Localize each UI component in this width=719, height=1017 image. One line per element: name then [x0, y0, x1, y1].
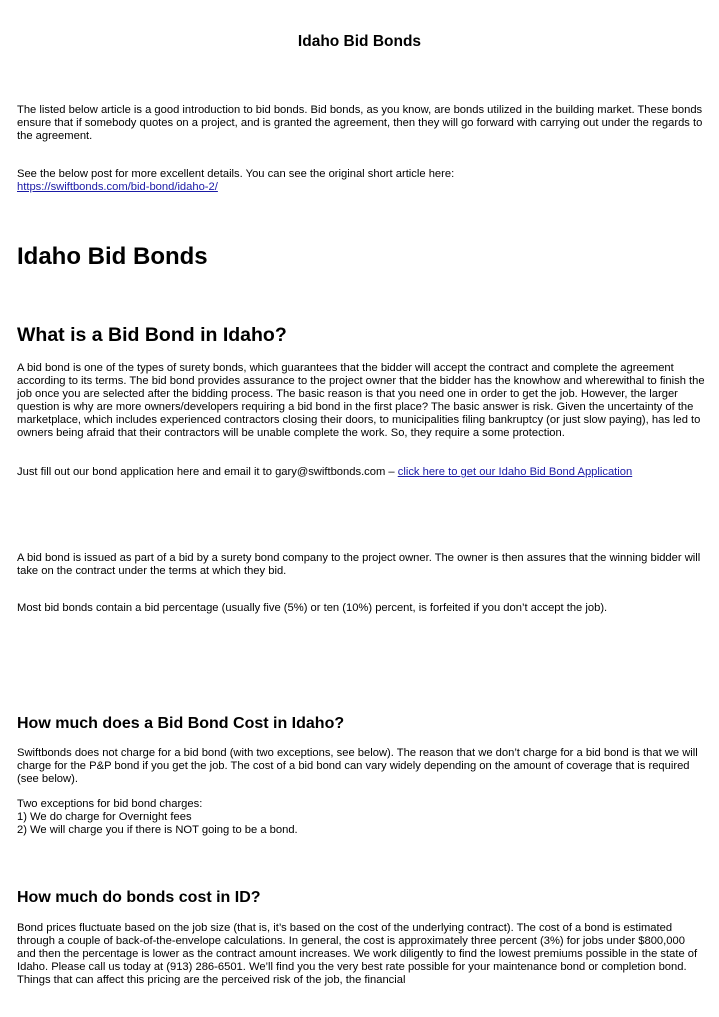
- section-1-paragraph-1-block: [17, 362, 705, 440]
- intro-paragraph-1: [17, 104, 705, 143]
- intro-paragraph-2: [17, 168, 705, 194]
- exception-item-1: 1) We do charge for Overnight fees: [17, 811, 192, 823]
- section-3-heading: How much do bonds cost in ID?: [17, 889, 261, 906]
- document-title: Idaho Bid Bonds: [297, 33, 422, 50]
- section-1-paragraph-1: A bid bond is one of the types of surety bonds, which guarantees that the bidder will accept the contract and complete the agreement according to its terms. The bid bond provides assurance to the project owner that the bidder has the knowhow and wherewithal to finish the job once you are selected after the bidding process. The basic reason is that you need one in order to get the job. However, the larger question is why are more owners/developers requiring a bid bond in the first place? The basic answer is risk. Given the uncertainty of the marketplace, which includes experienced contractors closing their doors, to municipalities filing bankruptcy (or just slow paying), has led to owners being afraid that their contractors will be unable complete the work. So, they require a some protection.: [17, 362, 705, 439]
- section-bond-cost-id: [17, 888, 705, 907]
- main-heading-block: [17, 243, 705, 271]
- source-article-link[interactable]: https://swiftbonds.com/bid-bond/idaho-2/: [17, 181, 218, 193]
- section-2-paragraph-1-block: [17, 747, 705, 786]
- section-3-paragraph-1: Bond prices fluctuate based on the job size (that is, it’s based on the cost of the underlying contract). The cost of a bond is estimated through a couple of back-of-the-envelope calculations. In general, the cost is approximately three percent (3%) for jobs under $800,000 and then the percentage is lower as the contract amount increases. We work diligently to find the lowest premiums possible in the state of Idaho. Please call us today at (913) 286-6501. We’ll find you the very best rate possible for your maintenance bond or completion bond. Things that can affect this pricing are the perceived risk of the job, the financial: [17, 922, 698, 986]
- section-3-paragraph-1-block: [17, 922, 705, 987]
- section-1-paragraph-2-block: [17, 466, 705, 479]
- section-bid-bond-cost: [17, 714, 705, 733]
- bid-bond-application-link[interactable]: click here to get our Idaho Bid Bond Application: [397, 466, 633, 478]
- main-heading: Idaho Bid Bonds: [17, 243, 208, 270]
- exception-item-2: 2) We will charge you if there is NOT going to be a bond.: [17, 824, 298, 836]
- section-1-paragraph-4-block: [17, 602, 705, 615]
- exceptions-intro: Two exceptions for bid bond charges:: [17, 798, 203, 810]
- section-2-heading: How much does a Bid Bond Cost in Idaho?: [17, 715, 345, 732]
- section-1-paragraph-3-block: [17, 552, 705, 578]
- section-1-paragraph-3: A bid bond is issued as part of a bid by a surety bond company to the project owner. The owner is then assures that the winning bidder will take on the contract under the terms at which they bid.: [17, 552, 701, 577]
- intro-text-2-lead: See the below post for more excellent details. You can see the original short article here:: [17, 168, 455, 180]
- section-what-is-bid-bond: [17, 324, 705, 347]
- exceptions-list: [17, 798, 705, 837]
- section-1-heading: What is a Bid Bond in Idaho?: [17, 324, 287, 346]
- section-2-paragraph-1: Swiftbonds does not charge for a bid bond (with two exceptions, see below). The reason that we don’t charge for a bid bond is that we will charge for the P&P bond if you get the job. The cost of a bid bond can vary widely depending on the amount of coverage that is required (see below).: [17, 747, 698, 785]
- intro-text-2: [17, 168, 705, 194]
- application-instructions: Just fill out our bond application here and email it to gary@swiftbonds.com –: [17, 466, 398, 478]
- intro-text-1: The listed below article is a good introduction to bid bonds. Bid bonds, as you know, are bonds utilized in the building market. These bonds ensure that if somebody quotes on a project, and is granted the agreement, then they will go forward with carrying out under the regards to the agreement.: [17, 104, 703, 142]
- section-1-paragraph-4: Most bid bonds contain a bid percentage (usually five (5%) or ten (10%) percent, is forfeited if you don’t accept the job).: [17, 602, 608, 614]
- section-1-paragraph-2: [17, 466, 705, 479]
